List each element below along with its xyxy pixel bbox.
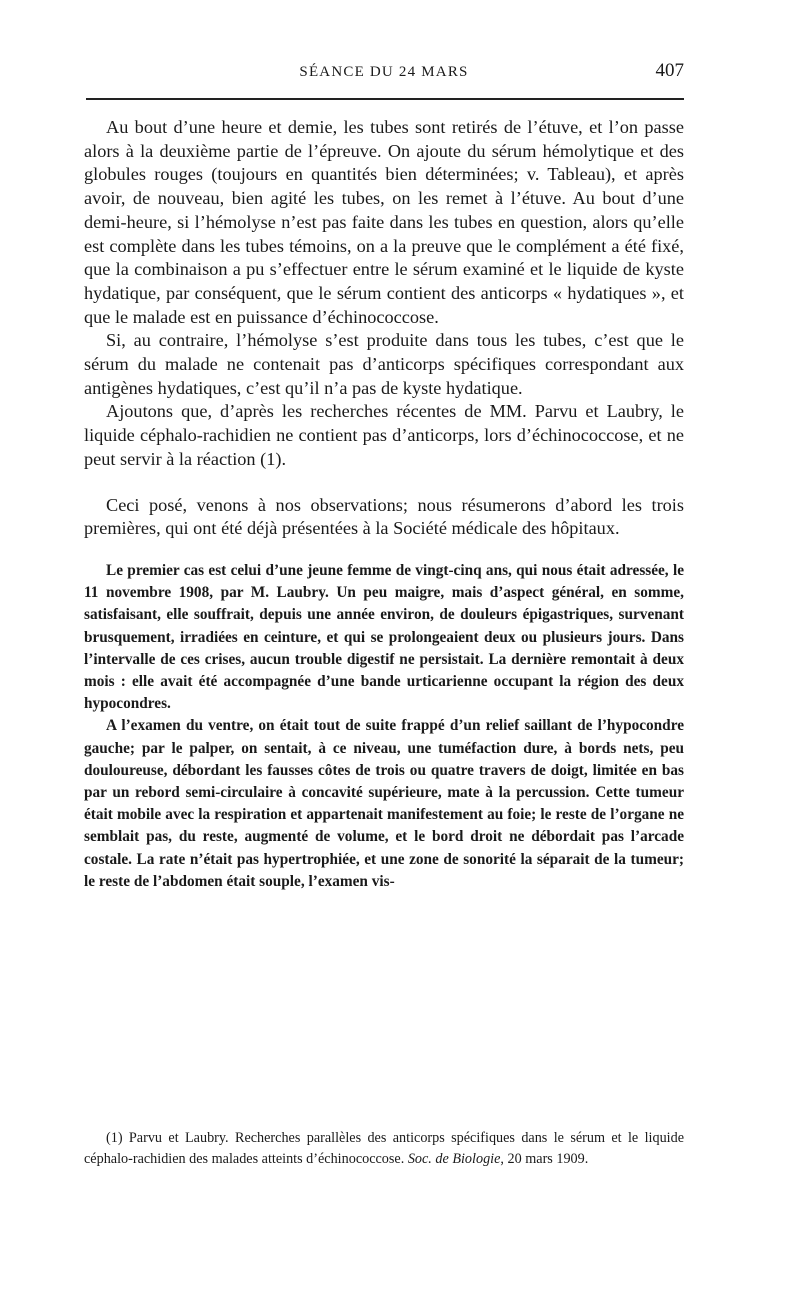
footnote-text: (1) Parvu et Laubry. Recherches parallèles des anticorps spécifiques dans le sérum et le liquide céphalo-rachidien des malades atteints d’échinococcose. (84, 1130, 684, 1167)
footnote-date: , 20 mars 1909. (500, 1151, 589, 1167)
paragraph-procedure: Au bout d’une heure et demie, les tubes sont retirés de l’étuve, et l’on passe alors à la deuxième partie de l’épreuve. On ajoute du sérum hémolytique et des globules rouges (toujours en quantités bien déterminées; v. Tableau), et après avoir, de nouveau, bien agité les tubes, on les remet à l’étuve. Au bout d’une demi-heure, si l’hémolyse n’est pas faite dans les tubes en question, alors qu’elle est complète dans les tubes témoins, on a la preuve que le complément a été fixé, que la combinaison a pu s’effectuer entre le sérum examiné et le liquide de kyste hydatique, par conséquent, que le sérum contient des anticorps « hydatiques », et que le malade est en puissance d’échinococcose. (84, 117, 684, 327)
paragraph-negative-result: Si, au contraire, l’hémolyse s’est produite dans tous les tubes, c’est que le sérum du malade ne contenait pas d’anticorps spécifiques correspondant aux antigènes hydatiques, c’est qu’il n’a pas de kyste hydatique. (84, 330, 684, 398)
paragraph-first-case: Le premier cas est celui d’une jeune femme de vingt-cinq ans, qui nous était adressée, le 11 novembre 1908, par M. Laubry. Un peu maigre, mais d’aspect général, en somme, satisfaisant, elle souffrait, depuis une année environ, de douleurs épigastriques, survenant brusquement, irradiées en ceinture, et qui se prolongeaient deux ou plusieurs jours. Dans l’intervalle de ces crises, aucun trouble digestif ne persistait. La dernière remontait à deux mois : elle avait été accompagnée d’une bande urticarienne occupant la région des deux hypocondres. (84, 561, 684, 713)
footnote-journal: Soc. de Biologie (407, 1151, 501, 1167)
header-rule (86, 98, 684, 100)
running-title: SÉANCE DU 24 MARS (299, 64, 469, 80)
section-gap (84, 541, 684, 560)
paragraph-csf: Ajoutons que, d’après les recherches récentes de MM. Parvu et Laubry, le liquide céphalo-rachidien ne contient pas d’anticorps, lors d’échinococcose, et ne peut servir à la réaction (1). (84, 401, 684, 469)
main-text (84, 116, 684, 893)
page-header (84, 52, 684, 96)
paragraph-abdominal-exam: A l’examen du ventre, on était tout de suite frappé d’un relief saillant de l’hypocondre gauche; par le palper, on sentait, à ce niveau, une tuméfaction dure, à bords nets, peu douloureuse, débordant les fausses côtes de trois ou quatre travers de doigt, limitée en bas par un rebord semi-circulaire à concavité supérieure, mate à la percussion. Cette tumeur était mobile avec la respiration et appartenait manifestement au foie; le reste de l’organe ne semblait pas, du reste, augmenté de volume, et le bord droit ne débordait pas l’arcade costale. La rate n’était pas hypertrophiée, et une zone de sonorité la séparait de la tumeur; le reste de l’abdomen était souple, l’examen vis- (84, 717, 684, 890)
section-gap (84, 472, 684, 494)
page-number: 407 (655, 60, 684, 81)
footnote-1 (84, 1128, 684, 1170)
paragraph-observations-intro: Ceci posé, venons à nos observations; nous résumerons d’abord les trois premières, qui ont été déjà présentées à la Société médicale des hôpitaux. (84, 494, 684, 539)
book-page (84, 52, 684, 1167)
footnotes (84, 1128, 684, 1170)
